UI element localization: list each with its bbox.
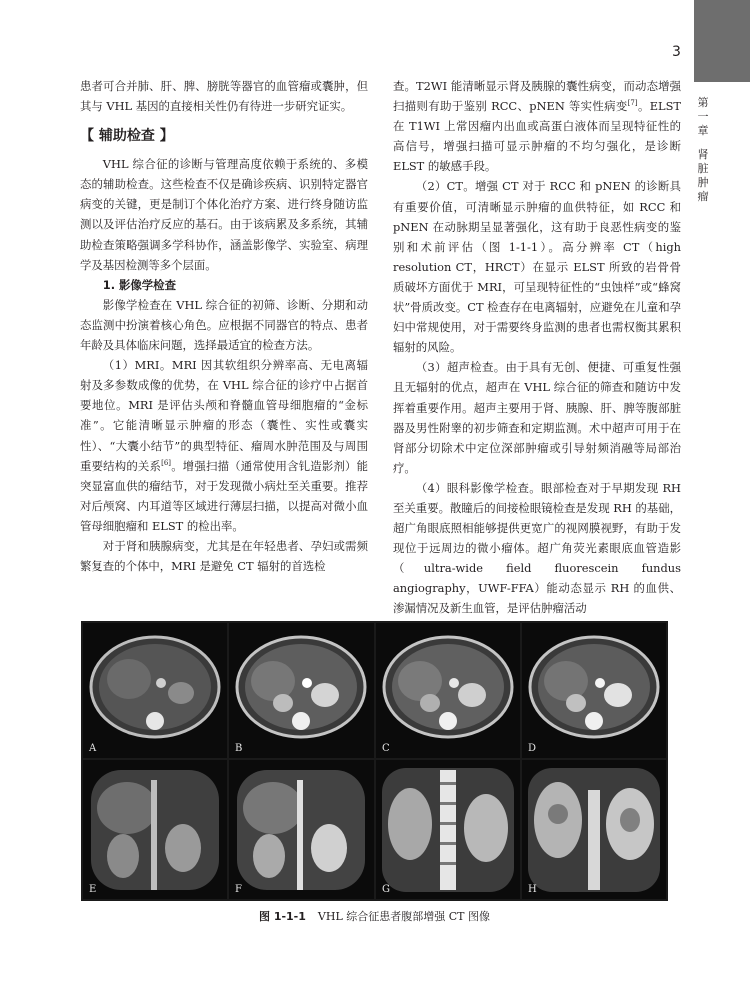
mri-text-2: 。增强扫描（通常使用含钆造影剂）能突显富血供的瘤结节，对于发现微小病灶至关重要。推荐对后颅窝、内耳道等区域进行薄层扫描，以提高对微小血管母细胞瘤和 ELST 的检出率。	[80, 458, 368, 533]
panel-label: D	[528, 743, 537, 754]
mri-continued-paragraph	[393, 76, 681, 176]
ct-figure	[81, 621, 668, 901]
page-number: 3	[672, 44, 681, 60]
panel-label: A	[89, 743, 97, 754]
figure-caption-text: VHL 综合征患者腹部增强 CT 图像	[317, 910, 490, 923]
axial-ct-icon	[376, 623, 520, 758]
mri-paragraph	[80, 355, 368, 536]
ct-panel-h	[522, 760, 666, 899]
chapter-label	[696, 96, 710, 204]
ct-panel-b	[229, 623, 374, 758]
panel-label: B	[235, 743, 243, 754]
left-column	[80, 76, 368, 576]
panel-label: C	[382, 743, 390, 754]
mri-kidney-paragraph: 对于肾和胰腺病变，尤其是在年轻患者、孕妇或需频繁复查的个体中，MRI 是避免 CT 辐射的首选检	[80, 538, 368, 574]
right-column	[393, 76, 681, 619]
coronal-ct-icon	[83, 760, 227, 899]
ct-panel-d	[522, 623, 666, 758]
figure-caption	[81, 908, 668, 924]
mri-text-1: （1）MRI。MRI 因其软组织分辨率高、无电离辐射及多参数成像的优势，在 VHL 综合征的诊疗中占据首要地位。MRI 是评估头颅和脊髓血管母细胞瘤的“金标准”。它能清晰显示肿瘤的形态（囊性、实性或囊实性）、“大囊小结节”的典型特征、瘤周水肿范围及与周围重要结构的关系	[80, 358, 368, 473]
coronal-kidney-ct-icon	[376, 760, 520, 899]
section-paragraph: VHL 综合征的诊断与管理高度依赖于系统的、多模态的辅助检查。这些检查不仅是确诊疾病、识别特定器官病变的关键，更是制订个体化治疗方案、进行终身随访监测以及评估治疗反应的基石。由于该病累及多系统，其辅助检查策略强调多学科协作，涵盖影像学、实验室、病理学及基因检测等多个层面。	[80, 157, 368, 272]
panel-label: H	[528, 884, 537, 895]
intro-paragraph: 患者可合并肺、肝、脾、膀胱等器官的血管瘤或囊肿，但其与 VHL 基因的直接相关性仍有待进一步研究证实。	[80, 79, 368, 114]
coronal-kidney-ct-icon	[522, 760, 666, 899]
ct-panel-c	[376, 623, 520, 758]
ct-paragraph: （2）CT。增强 CT 对于 RCC 和 pNEN 的诊断具有重要价值，可清晰显示肿瘤的血供特征，如 RCC 和 pNEN 在动脉期呈显著强化，这有助于良恶性病变的鉴别和术前评估（图 1-1-1）。高分辨率 CT（high resolution CT，HRCT）在显示 ELST 所致的岩骨骨质破坏方面优于 MRI，可呈现特征性的“虫蚀样”或“蜂窝状”骨质改变。CT 检查存在电离辐射，应避免在儿童和孕妇中常规使用，对于需要终身监测的患者也需权衡其累积辐射的风险。	[393, 179, 681, 355]
axial-ct-icon	[83, 623, 227, 758]
chapter-subtitle: 肾脏肿瘤	[697, 148, 709, 203]
ophthalmic-paragraph: （4）眼科影像学检查。眼部检查对于早期发现 RH 至关重要。散瞳后的间接检眼镜检查是发现 RH 的基础，超广角眼底照相能够提供更宽广的视网膜视野，有助于发现位于远周边的微小瘤体。超广角荧光素眼底血管造影（ultra-wide field fluorescein fundus angiography，UWF-FFA）能动态显示 RH 的血供、渗漏情况及新生血管，是评估肿瘤活动	[393, 480, 681, 616]
panel-label: F	[235, 884, 242, 895]
ct-panel-a	[83, 623, 227, 758]
section-heading: 【 辅助检查 】	[80, 128, 174, 145]
ct-panel-e	[83, 760, 227, 899]
coronal-ct-icon	[229, 760, 374, 899]
cont-text-2: 。ELST 在 T1WI 上常因瘤内出血或高蛋白液体而呈现特征性的高信号，增强扫描可显示肿瘤的不均匀强化，是诊断 ELST 的敏感手段。	[393, 99, 682, 174]
axial-ct-icon	[229, 623, 374, 758]
figure-number: 图 1-1-1	[258, 910, 306, 923]
panel-label: E	[89, 884, 97, 895]
ct-panel-f	[229, 760, 374, 899]
axial-ct-icon	[522, 623, 666, 758]
chapter-side-tab	[694, 0, 750, 82]
ultrasound-paragraph: （3）超声检查。由于具有无创、便捷、可重复性强且无辐射的优点，超声在 VHL 综合征的筛查和随访中发挥着重要作用。超声主要用于肾、胰腺、肝、脾等腹部脏器及男性附睾的初步筛查和定期监测。术中超声可用于在肾部分切除术中定位深部肿瘤或引导射频消融等局部治疗。	[393, 360, 681, 475]
citation-6[interactable]: [6]	[161, 458, 172, 467]
chapter-number: 第一章	[697, 96, 709, 137]
citation-7[interactable]: [7]	[627, 99, 638, 108]
imaging-subheading: 1. 影像学检查	[102, 277, 176, 292]
cont-text-1: 查。T2WI 能清晰显示肾及胰腺的囊性病变，而动态增强扫描则有助于鉴别 RCC、pNEN 等实性病变	[393, 79, 681, 114]
panel-label: G	[382, 884, 390, 895]
imaging-paragraph: 影像学检查在 VHL 综合征的初筛、诊断、分期和动态监测中扮演着核心角色。应根据不同器官的特点、患者年龄及具体临床问题，选择最适宜的检查方法。	[80, 297, 368, 353]
ct-panel-g	[376, 760, 520, 899]
